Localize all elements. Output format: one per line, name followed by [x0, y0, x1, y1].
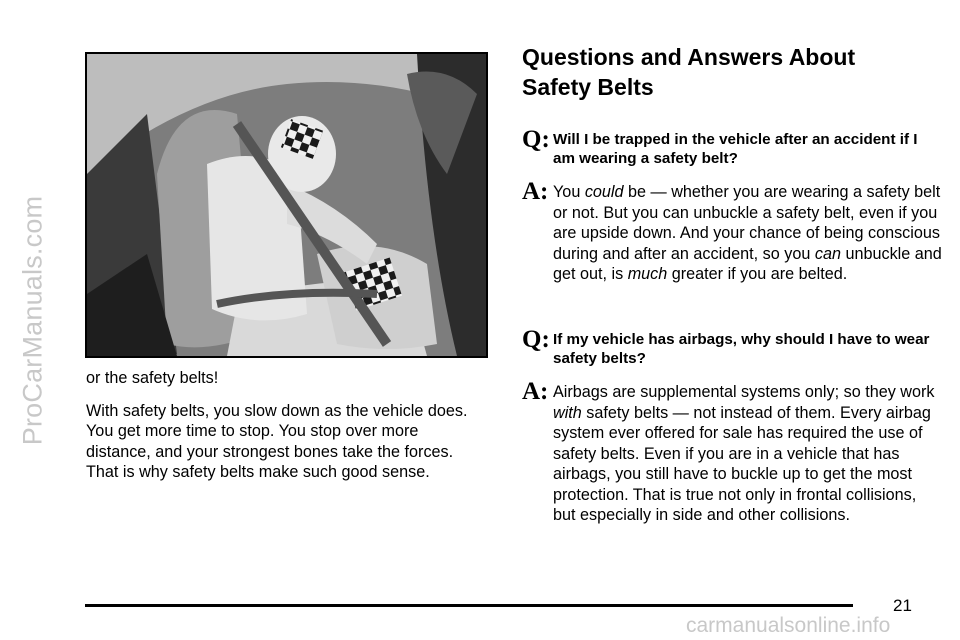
answer-emphasis: with — [553, 403, 582, 422]
section-title: Questions and Answers About Safety Belts — [522, 44, 856, 100]
answer-emphasis: much — [627, 265, 668, 283]
question-text: If my vehicle has airbags, why should I have to wear safety belts? — [553, 331, 930, 367]
page-number: 21 — [893, 596, 912, 615]
side-watermark — [10, 0, 56, 640]
answer-emphasis: can — [814, 244, 841, 263]
answer-run: safety belts — not instead of them. Every airbag system ever offered for sale has required the use of safety belts. Even if you are in a vehicle that has airbags, you still have to buckle up to get the most protection. That is true not only in frontal collisions, but especially in side and other collisions. — [553, 403, 931, 524]
answer-run: You — [553, 183, 585, 201]
question-1 — [522, 126, 942, 168]
crash-test-photo-illustration — [87, 54, 486, 356]
side-watermark-text: ProCarManuals.com — [17, 195, 48, 445]
answer-2 — [522, 378, 942, 526]
paragraph: With safety belts, you slow down as the vehicle does. You get more time to stop. You stop over more distance, and your strongest bones take the forces. That is why safety belts make such good sense. — [86, 401, 468, 481]
answer-run: unbuckle and get out, is — [553, 244, 942, 283]
answer-run: greater if you are belted. — [667, 265, 848, 283]
answer-emphasis: could — [584, 183, 624, 201]
paragraph: or the safety belts! — [86, 369, 219, 387]
q-mark: Q: — [522, 126, 550, 153]
question-text: Will I be trapped in the vehicle after an accident if I am wearing a safety belt? — [553, 131, 918, 167]
a-mark: A: — [522, 378, 549, 405]
a-mark: A: — [522, 178, 549, 205]
left-column-text — [86, 368, 481, 495]
q-mark: Q: — [522, 326, 550, 353]
question-2 — [522, 326, 942, 368]
answer-run: be — whether you are wearing a safety belt or not. But you can unbuckle a safety belt, even if you are upside down. And your chance of being conscious during and after an accident, so you — [553, 183, 941, 263]
crash-test-dummy-photo — [85, 52, 488, 358]
answer-text — [553, 182, 942, 285]
answer-run: Airbags are supplemental systems only; so they work — [553, 383, 935, 401]
answer-text — [553, 382, 942, 526]
footer-rule — [85, 604, 853, 607]
answer-1 — [522, 178, 942, 285]
bottom-watermark: carmanualsonline.info — [686, 614, 891, 637]
